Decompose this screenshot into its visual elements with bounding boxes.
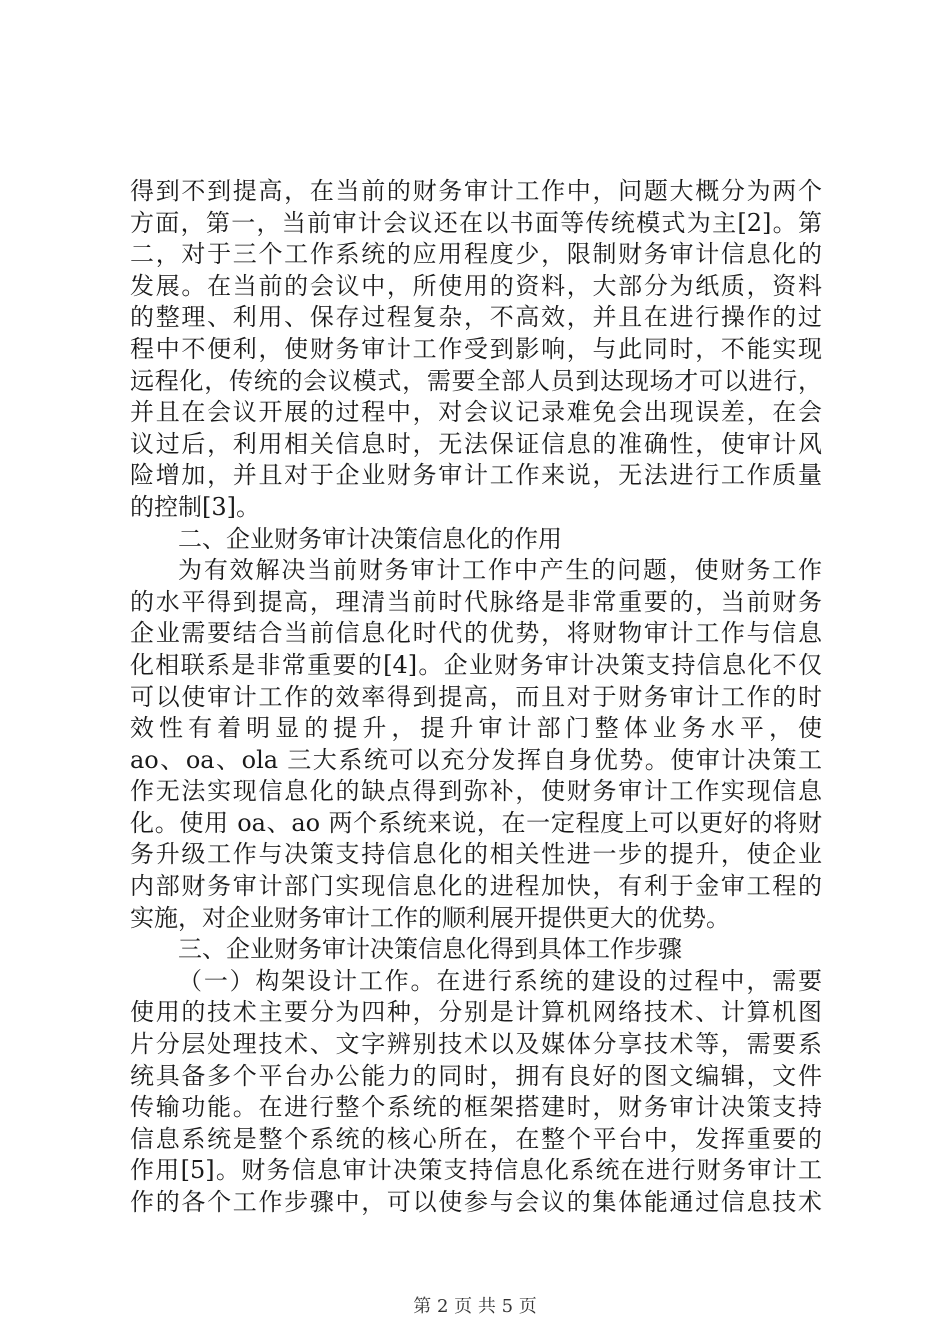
text-line: 内部财务审计部门实现信息化的进程加快，有利于金审工程的 <box>130 872 822 901</box>
text-line: （一）构架设计工作。在进行系统的建设的过程中，需要 <box>178 966 822 995</box>
text-line: 的水平得到提高，理清当前时代脉络是非常重要的，当前财务 <box>130 587 822 616</box>
text-line: 统具备多个平台办公能力的同时，拥有良好的图文编辑，文件 <box>130 1061 822 1090</box>
text-line: 的整理、利用、保存过程复杂，不高效，并且在进行操作的过 <box>130 303 822 332</box>
text-line: 作无法实现信息化的缺点得到弥补，使财务审计工作实现信息 <box>130 777 822 806</box>
text-line: 方面，第一，当前审计会议还在以书面等传统模式为主[2]。第 <box>130 208 822 237</box>
section-heading: 二、企业财务审计决策信息化的作用 <box>178 524 562 553</box>
text-line: 并且在会议开展的过程中，对会议记录难免会出现误差，在会 <box>130 398 822 427</box>
text-line: 程中不便利，使财务审计工作受到影响，与此同时，不能实现 <box>130 334 822 363</box>
text-line: 化。使用 oa、ao 两个系统来说，在一定程度上可以更好的将财 <box>130 808 822 837</box>
text-line: 传输功能。在进行整个系统的框架搭建时，财务审计决策支持 <box>130 1093 822 1122</box>
text-line: 化相联系是非常重要的[4]。企业财务审计决策支持信息化不仅 <box>130 650 822 679</box>
text-line: 效性有着明显的提升，提升审计部门整体业务水平，使 <box>130 714 822 743</box>
text-line: 远程化，传统的会议模式，需要全部人员到达现场才可以进行， <box>130 366 822 395</box>
text-line: ao、oa、ola 三大系统可以充分发挥自身优势。使审计决策工 <box>130 745 822 774</box>
page-footer: 第 2 页 共 5 页 <box>413 1296 537 1317</box>
text-line: 议过后，利用相关信息时，无法保证信息的准确性，使审计风 <box>130 429 822 458</box>
text-line: 片分层处理技术、文字辨别技术以及媒体分享技术等，需要系 <box>130 1030 822 1059</box>
text-line: 企业需要结合当前信息化时代的优势，将财物审计工作与信息 <box>130 619 822 648</box>
text-line: 的控制[3]。 <box>130 492 260 521</box>
text-line: 信息系统是整个系统的核心所在，在整个平台中，发挥重要的 <box>130 1124 822 1153</box>
document-body <box>130 176 822 1219</box>
text-line: 二，对于三个工作系统的应用程度少，限制财务审计信息化的 <box>130 240 822 269</box>
text-line: 使用的技术主要分为四种，分别是计算机网络技术、计算机图 <box>130 998 822 1027</box>
text-line: 得到不到提高，在当前的财务审计工作中，问题大概分为两个 <box>130 177 822 205</box>
text-line: 可以使审计工作的效率得到提高，而且对于财务审计工作的时 <box>130 682 822 711</box>
text-line: 发展。在当前的会议中，所使用的资料，大部分为纸质，资料 <box>130 271 822 300</box>
text-line: 务升级工作与决策支持信息化的相关性进一步的提升，使企业 <box>130 840 822 869</box>
text-line: 实施，对企业财务审计工作的顺利展开提供更大的优势。 <box>130 903 730 932</box>
text-line: 为有效解决当前财务审计工作中产生的问题，使财务工作 <box>178 556 822 585</box>
text-line: 作的各个工作步骤中，可以使参与会议的集体能通过信息技术 <box>130 1188 822 1216</box>
text-line: 险增加，并且对于企业财务审计工作来说，无法进行工作质量 <box>130 461 822 490</box>
text-line: 作用[5]。财务信息审计决策支持信息化系统在进行财务审计工 <box>130 1156 822 1185</box>
section-heading: 三、企业财务审计决策信息化得到具体工作步骤 <box>178 935 682 964</box>
